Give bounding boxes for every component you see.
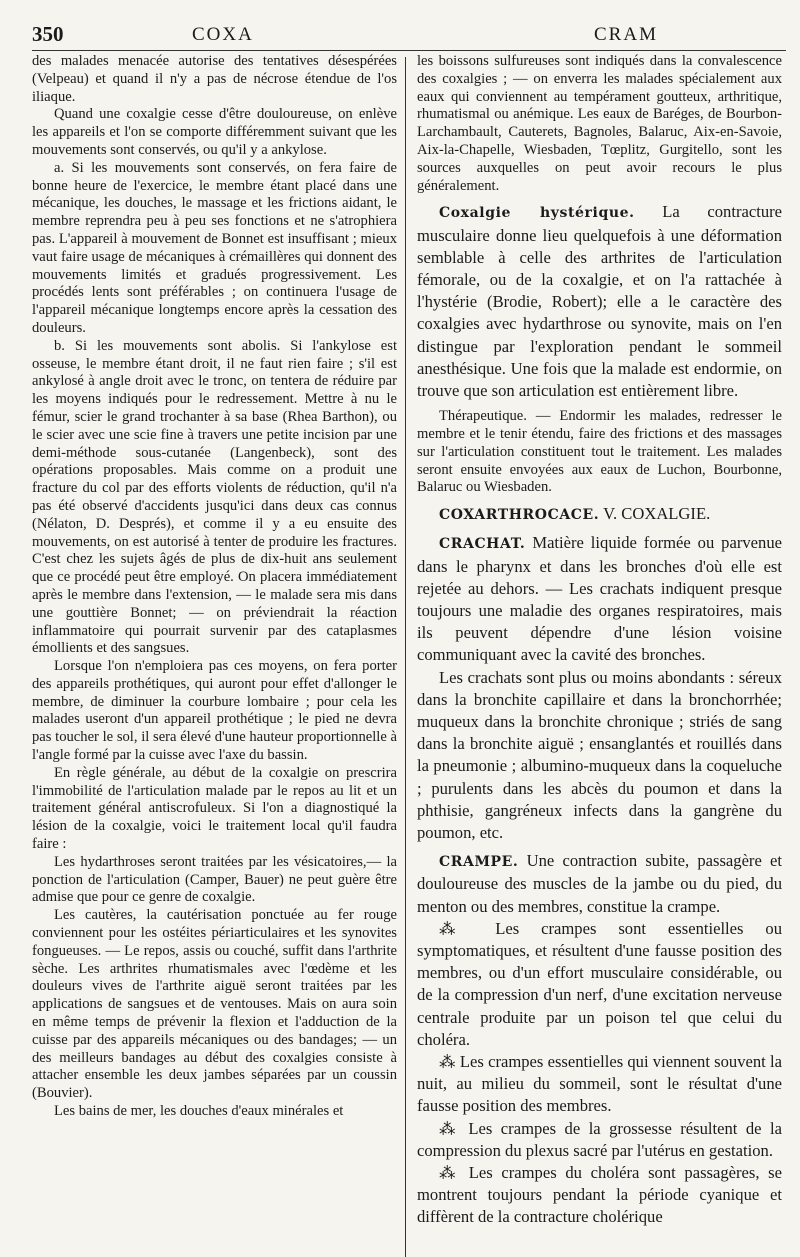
paragraph: Quand une coxalgie cesse d'être douloureuse, on enlève les appareils et l'on se comporte différemment suivant que les mouvements sont conservés, ou qu'il y a ankylose. (32, 106, 397, 158)
paragraph: Les crachats sont plus ou moins abondants : séreux dans la bronchite capillaire et dans la bronchorrhée; muqueux dans la bronchite chronique ; striés de sang dans la bronchite aiguë ; ensanglantés et rouillés dans la pneumonie ; albumino-muqueux dans la coqueluche ; purulents dans les abcès du poumon et dans la phthisie, gangréneux infects dans la gangrène du poumon, etc. (417, 667, 782, 843)
paragraph: a. Si les mouvements sont conservés, on fera faire de bonne heure de l'exercice, le membre étant placé dans une mécanique, les douches, le massage et les frictions aidant, le membre reprendra peu à peu ses fonctions et ne s'atrophiera pas. L'appareil à mouvement de Bonnet est insuffisant ; mieux vaut faire usage de mécaniques à crémaillères qui donnent des mouvements limités et gradués progressivement. Les procédés lents sont préférables ; on continuera l'usage de l'appareil mécanique longtemps encore après la cessation des douleurs. (32, 159, 397, 336)
entry-crachat (417, 532, 782, 666)
page-header (32, 20, 786, 51)
paragraph: Les bains de mer, les douches d'eaux minérales et (54, 1103, 344, 1120)
paragraph: En règle générale, au début de la coxalgie on prescrira l'immobilité de l'articulation malade par le repos au lit et un traitement général antiscrofuleux. Si l'on a diagnostiqué la lésion de la coxalgie, voici le traitement local qu'il faudra faire : (32, 764, 397, 853)
entry-text: Une contraction subite, passagère et douloureuse des muscles de la jambe ou du pied, du menton ou des membres, constitue la crampe. (417, 851, 782, 916)
entry-heading: Coxalgie hystérique. (439, 205, 635, 222)
left-column (32, 53, 405, 1257)
paragraph: les boissons sulfureuses sont indiqués dans la convalescence des coxalgies ; — on enverra les malades spécialement aux eaux qui conviennent au tempérament goutteux, arthritique, rhumatismal ou anémique. Les eaux de Baréges, de Bourbon-Larchambault, Cauterets, Bagnoles, Balaruc, Aix-en-Savoie, Aix-la-Chapelle, Wiesbaden, Tœplitz, Gurgitello, sont les sources auxquelles on peut avoir recours le plus généralement. (417, 53, 782, 194)
right-column (406, 53, 782, 1257)
paragraph: ⁂ Les crampes de la grossesse résultent de la compression du plexus sacré par l'utérus en gestation. (417, 1118, 782, 1160)
running-head-left: COXA (192, 24, 254, 45)
running-head-right: CRAM (594, 24, 658, 45)
page-number: 350 (32, 22, 64, 46)
text-columns (32, 53, 786, 1257)
paragraph: Lorsque l'on n'emploiera pas ces moyens, on fera porter des appareils prothétiques, qui auront pour effet d'allonger le membre, de diminuer la courbure lombaire ; pour cela les malades useront d'un appareil prothétique ; le pied ne devra pas toucher le sol, il sera élevé d'une hauteur proportionnelle à l'angle formé par la cuisse avec l'axe du bassin. (32, 658, 397, 764)
paragraph: Les cautères, la cautérisation ponctuée au fer rouge conviennent pour les ostéites périarticulaires et les synovites fongueuses. — Le repos, assis ou couché, suffit dans l'arthrite sèche. Les arthrites rhumatismales avec l'œdème et les douleurs vives de l'arthrite aiguë seront traitées par les applications de sangsues et de ventouses. Mais on aura soin en même temps de prévenir la flexion et l'adduction de la cuisse par des appareils mécaniques ou des bandages; — un des meilleurs bandages au début des coxalgies consiste à attacher ensemble les deux jambes séparées par un coussin (Bouvier). (32, 907, 397, 1102)
entry-text: Matière liquide formée ou parvenue dans le pharynx et dans les bronches d'où elle est rejetée au dehors. — Les crachats indiquent presque toujours une maladie des organes respiratoires, mais ils peuvent dépendre d'une lésion voisine communiquant avec la cavité des bronches. (417, 533, 782, 665)
paragraph: ⁂ Les crampes du choléra sont passagères, se montrent toujours pendant la période cyanique et diffèrent de la contracture cholérique (417, 1163, 782, 1227)
entry-crampe (417, 850, 782, 918)
paragraph: ⁂ Les crampes essentielles qui viennent souvent la nuit, au milieu du sommeil, sont le résultat d'une fausse position des membres. (417, 1052, 782, 1116)
paragraph: ⁂ Les crampes sont essentielles ou symptomatiques, et résultent d'une fausse position des membres, ou d'un effort musculaire considérable, ou de la compression d'un nerf, d'une excitation nerveuse centrale produite par un poison tel que celui du choléra. (417, 918, 782, 1049)
entry-heading: COXARTHROCACE. (439, 507, 600, 524)
paragraph: Les hydarthroses seront traitées par les vésicatoires,— la ponction de l'articulation (Camper, Bauer) ne peut guère être admise que pour ce genre de coxalgie. (32, 853, 397, 906)
paragraph-therapeutique: Thérapeutique. — Endormir les malades, redresser le membre et le tenir étendu, faire des frictions et des massages sur l'articulation constituent tout le traitement. Les malades seront ensuite envoyées aux eaux de Luchon, Bourbonne, Balaruc ou Wiesbaden. (417, 408, 782, 496)
paragraph: des malades menacée autorise des tentatives désespérées (Velpeau) et quand il n'y a pas de nécrose étendue de l'os iliaque. (32, 53, 397, 105)
entry-heading: CRAMPE. (439, 854, 519, 871)
entry-coxarthrocace (417, 503, 782, 526)
entry-heading: CRACHAT. (439, 536, 526, 553)
entry-coxalgie-hysterique (417, 201, 782, 402)
entry-text: La contracture musculaire donne lieu quelquefois à une déformation semblable à celle des arthrites de l'articulation fémorale, ou de la coxalgie, et on l'a rattachée à l'hystérie (Brodie, Robert); elle a le caractère des coxalgies avec hydarthrose ou synovite, mais on l'en distingue par l'exploration pendant le sommeil anesthésique. Une fois que la malade est endormie, on trouve que son articulation est entièrement libre. (417, 202, 782, 400)
entry-text: V. COXALGIE. (603, 504, 711, 524)
paragraph: b. Si les mouvements sont abolis. Si l'ankylose est osseuse, le membre étant droit, il ne faut rien faire ; s'il est ankylosé à angle droit avec le tronc, on tentera de réduire par les moyens indiqués pour le redressement. Mettre à nu le fémur, scier le grand trochanter à sa base (Rhea Barthon), ou le scier avec une scie fine à travers une petite incision par une demi-méthode sous-cutanée (Langenbeck), sont des opérations proposables. Mais comme on a produit une fracture du col par des efforts violents de réduction, qu'il n'a pas été observé d'accidents jusqu'ici dans deux cas connus (Nélaton, D. Després), et comme il y a eu ensuite des mouvements, on est autorisé à tenter de produire les fractures. C'est chez les sujets âgés de plus de dix-huit ans seulement que ce procédé peut être employé. On placera immédiatement après le membre dans l'extension, — le malade sera mis dans une gouttière Bonnet; — on préviendrait la réaction inflammatoire qui pourrait survenir par des cataplasmes émollients et des sangsues. (32, 337, 397, 657)
